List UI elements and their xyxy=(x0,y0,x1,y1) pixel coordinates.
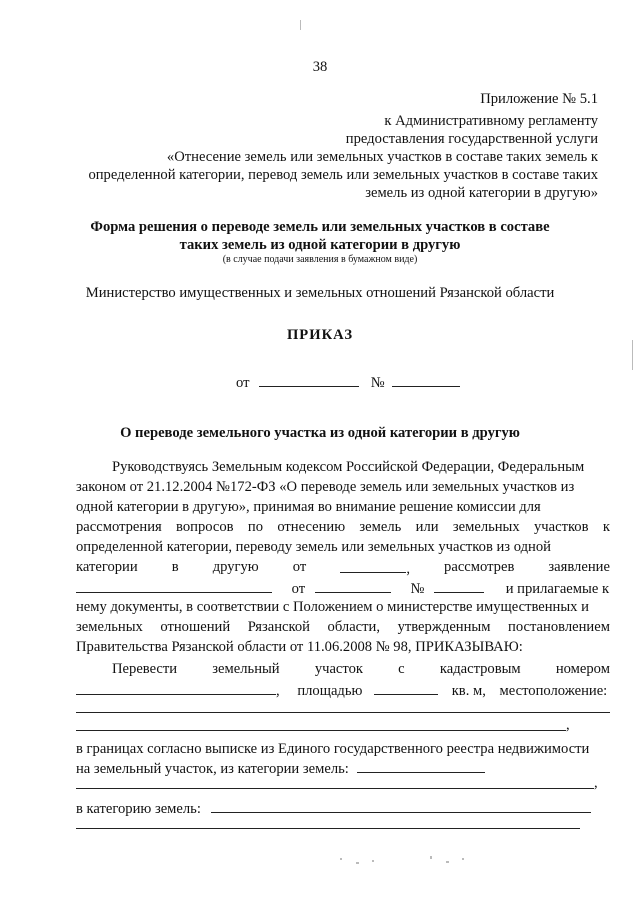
word: рассмотрев xyxy=(444,559,515,575)
order-date-from-label: от xyxy=(236,375,250,391)
application-date2-field[interactable] xyxy=(315,578,391,593)
cadastral-number-field[interactable] xyxy=(76,680,276,695)
order-date-field[interactable] xyxy=(259,372,359,387)
area-field[interactable] xyxy=(374,680,438,695)
to-category-label: в категорию земель: xyxy=(76,801,201,817)
word: области, xyxy=(327,619,380,635)
body-text-line xyxy=(76,578,609,598)
location-line-1[interactable] xyxy=(76,712,610,713)
scan-edge-mark xyxy=(632,340,633,370)
word: от xyxy=(292,559,307,575)
comma: , xyxy=(594,775,598,791)
word: или xyxy=(415,519,439,535)
location-label: местоположение: xyxy=(499,683,608,699)
word: отнесению xyxy=(277,519,346,535)
word: отношений xyxy=(160,619,231,635)
applicant-field[interactable] xyxy=(76,578,272,593)
from-label: от xyxy=(291,581,306,597)
word: земельный xyxy=(212,661,280,677)
word: земельных xyxy=(76,619,143,635)
application-number-field[interactable] xyxy=(434,578,484,593)
body-text-line: одной категории в другую», принимая во внимание решение комиссии для xyxy=(76,499,541,515)
word: с xyxy=(398,661,405,677)
area-label: площадью xyxy=(297,683,363,699)
word: кадастровым xyxy=(439,661,521,677)
appendix-label: Приложение № 5.1 xyxy=(480,91,598,107)
scan-speck xyxy=(446,861,449,863)
application-date-group xyxy=(340,558,410,578)
scan-speck xyxy=(300,20,301,30)
header-line: предоставления государственной услуги xyxy=(345,131,598,147)
page-number: 38 xyxy=(312,59,328,75)
body-text-line-justified xyxy=(112,660,610,678)
word: участок xyxy=(314,661,363,677)
header-line: определенной категории, перевод земель или земельных участков в составе таких xyxy=(88,167,598,183)
body-text-line: Правительства Рязанской области от 11.06.2008 № 98, ПРИКАЗЫВАЮ: xyxy=(76,639,523,655)
comma: , xyxy=(276,683,280,699)
word: категории xyxy=(76,559,138,575)
number-label: № xyxy=(410,581,425,597)
area-unit: кв. м, xyxy=(451,683,486,699)
form-title-note: (в случае подачи заявления в бумажном виде) xyxy=(222,254,418,265)
from-category-line[interactable] xyxy=(76,788,594,789)
header-line: к Административному регламенту xyxy=(384,113,598,129)
body-text-line: в границах согласно выписке из Единого государственного реестра недвижимости xyxy=(76,741,590,757)
body-text-line xyxy=(76,758,485,778)
word: земельных xyxy=(452,519,520,535)
body-text-line: Руководствуясь Земельным кодексом Российской Федерации, Федеральным xyxy=(112,459,585,475)
order-date-line xyxy=(236,372,460,392)
header-line: земель из одной категории в другую» xyxy=(365,185,598,201)
body-text-line: законом от 21.12.2004 №172-ФЗ «О переводе земель или земельных участков из xyxy=(76,479,575,495)
location-line-2[interactable] xyxy=(76,730,566,731)
word: рассмотрения xyxy=(76,519,162,535)
word: по xyxy=(247,519,263,535)
body-text-line-justified xyxy=(76,558,610,578)
scan-speck xyxy=(372,860,374,862)
ministry-name: Министерство имущественных и земельных отношений Рязанской области xyxy=(85,285,555,301)
body-text-line: определенной категории, переводу земель или земельных участков из одной xyxy=(76,539,551,555)
order-subject: О переводе земельного участка из одной категории в другую xyxy=(120,425,520,441)
from-category-label: на земельный участок, из категории земель: xyxy=(76,761,349,777)
word: Перевести xyxy=(112,661,178,677)
body-text-line xyxy=(76,680,607,700)
body-text: и прилагаемые к xyxy=(505,581,610,597)
word: вопросов xyxy=(176,519,234,535)
body-text-line-justified xyxy=(76,518,610,536)
word: в xyxy=(171,559,179,575)
word: участков xyxy=(533,519,589,535)
body-text-line: нему документы, в соответствии с Положением о министерстве имущественных и xyxy=(76,599,589,615)
header-line: «Отнесение земель или земельных участков в составе таких земель к xyxy=(166,149,598,165)
scan-speck xyxy=(340,858,342,860)
order-number-field[interactable] xyxy=(392,372,460,387)
comma: , xyxy=(566,717,570,733)
word: другую xyxy=(212,559,259,575)
to-category-line[interactable] xyxy=(76,828,580,829)
comma: , xyxy=(406,561,410,577)
word: утвержденным xyxy=(397,619,491,635)
word: к xyxy=(602,519,610,535)
scan-speck xyxy=(430,856,432,859)
order-number-label: № xyxy=(370,375,385,391)
body-text-line-justified xyxy=(76,618,610,636)
scan-speck xyxy=(462,858,464,860)
form-title-line1: Форма решения о переводе земель или земельных участков в составе xyxy=(90,219,550,235)
application-date-field[interactable] xyxy=(340,558,406,573)
word: постановлением xyxy=(508,619,610,635)
body-text-line xyxy=(76,798,591,818)
to-category-field[interactable] xyxy=(211,798,591,813)
word: Рязанской xyxy=(247,619,310,635)
from-category-field[interactable] xyxy=(357,758,485,773)
word: номером xyxy=(555,661,610,677)
scan-speck xyxy=(356,862,359,864)
form-title-line2: таких земель из одной категории в другую xyxy=(179,237,461,253)
word: земель xyxy=(359,519,402,535)
order-title: ПРИКАЗ xyxy=(286,327,354,343)
word: заявление xyxy=(548,559,610,575)
